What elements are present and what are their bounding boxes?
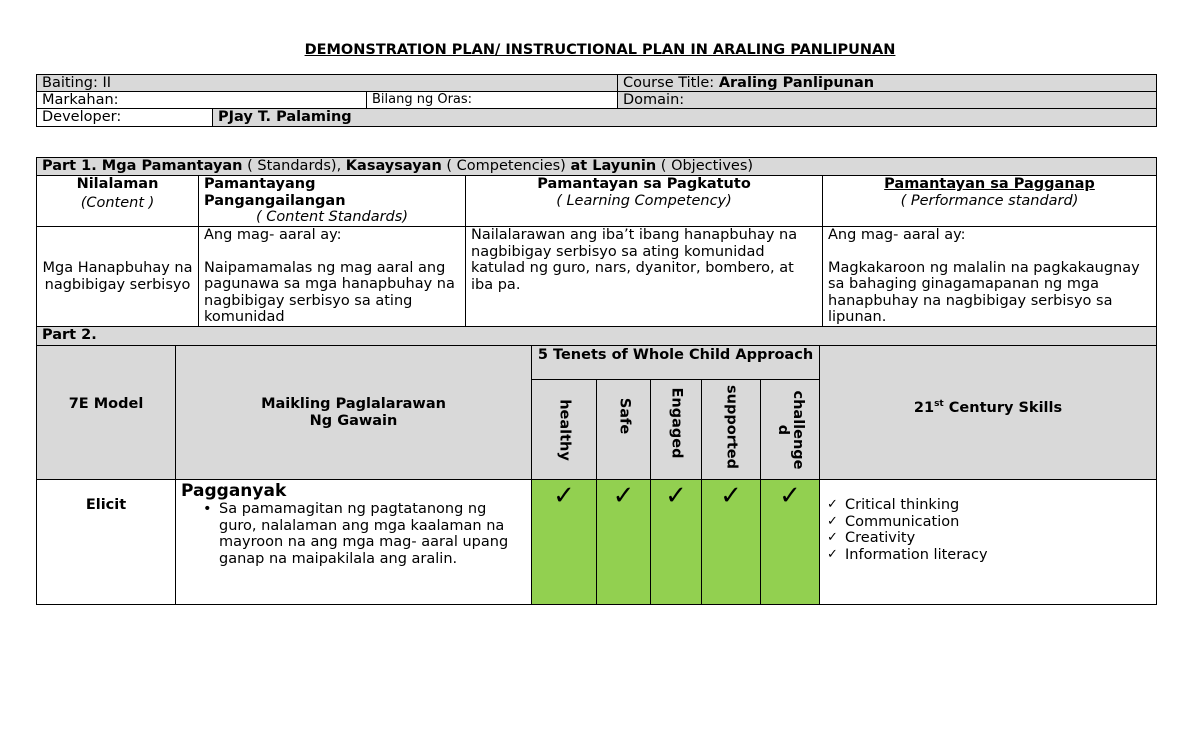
part1-heading-d: ( Competencies)	[441, 158, 571, 174]
skill-item	[825, 497, 1151, 514]
checkmark-icon: ✓	[827, 530, 838, 545]
check-icon: ✓	[612, 481, 635, 511]
performance-standard-intro: Ang mag- aaral ay:	[828, 227, 966, 243]
tenet-challenged-line-1: challenge	[790, 389, 806, 470]
tenets-title: 5 Tenets of Whole Child Approach	[537, 347, 814, 363]
course-title-label: Course Title:	[623, 75, 719, 91]
skills-title-sup: st	[934, 399, 944, 409]
pagkatuto-title: Pamantayan sa Pagkatuto	[537, 176, 751, 192]
performance-standard-body: Magkakaroon ng malalin na pagkakaugnay sa bahaging ginagamapanan ng mga hanapbuhay na nagbibigay serbisyo sa lipunan.	[828, 259, 1140, 325]
part1-heading-a: Part 1. Mga Pamantayan	[42, 158, 243, 174]
nilalaman-sub: (Content )	[80, 194, 155, 211]
tenet-supported-header	[702, 380, 761, 480]
course-title-value: Araling Panlipunan	[718, 75, 875, 91]
bullet-dot: •	[203, 501, 212, 517]
tenet-safe-header	[597, 380, 651, 480]
tenet-challenged-label	[775, 390, 805, 469]
part2-heading	[37, 327, 1156, 345]
pagganap-title: Pamantayan sa Pagganap	[884, 176, 1095, 192]
tenet-healthy-label: healthy	[556, 398, 573, 461]
tenet-challenged-line-2: d	[775, 424, 791, 435]
activity-bullet-list	[181, 501, 526, 567]
check-supported-cell	[702, 480, 761, 604]
markahan-cell	[37, 92, 367, 109]
check-icon: ✓	[720, 481, 742, 511]
col-nilalaman-header	[37, 176, 199, 227]
model-elicit-text: Elicit	[85, 497, 127, 513]
tenet-engaged-label: Engaged	[668, 387, 685, 459]
col-pamantayang-header	[199, 176, 466, 227]
bilang-ng-oras-cell	[367, 92, 618, 109]
check-engaged-cell	[651, 480, 702, 604]
learning-competency-cell	[466, 227, 823, 327]
content-standard-body: Naipamamalas ng mag aaral ang pagunawa sa mga hanapbuhay na nagbibigay serbisyo sa ating komunidad	[204, 259, 455, 325]
developer-value: PJay T. Palaming	[218, 109, 352, 125]
part2-heading-text: Part 2.	[42, 327, 97, 343]
markahan-label: Markahan:	[42, 92, 119, 108]
checkmark-icon: ✓	[827, 497, 838, 512]
part1-heading-c: Kasaysayan	[345, 158, 442, 174]
check-icon: ✓	[553, 481, 575, 511]
baiting-cell	[37, 75, 618, 92]
skill-communication: Communication	[845, 513, 960, 530]
pamantayang-title-2: Pangangailangan	[204, 192, 346, 209]
model-header-text: 7E Model	[68, 396, 144, 412]
part1-heading-b: ( Standards),	[242, 158, 346, 174]
pamantayang-sub: ( Content Standards)	[256, 209, 408, 225]
activity-title: Pagganyak	[181, 481, 287, 501]
nilalaman-title: Nilalaman	[76, 176, 159, 192]
col-pagganap-header	[823, 176, 1156, 227]
pagganap-sub: ( Performance standard)	[900, 192, 1079, 209]
part2-table	[36, 345, 1157, 605]
checkmark-icon: ✓	[827, 513, 838, 529]
check-icon: ✓	[779, 481, 801, 511]
col-7e-model-header	[37, 346, 176, 480]
performance-standard-cell	[823, 227, 1156, 327]
header-info-table	[36, 74, 1157, 127]
col-description-header	[176, 346, 532, 480]
developer-label-cell	[37, 109, 213, 126]
skills-list	[825, 497, 1151, 563]
tenets-header	[532, 346, 820, 380]
skills-header	[820, 346, 1156, 480]
document-title: DEMONSTRATION PLAN/ INSTRUCTIONAL PLAN IN ARALING PANLIPUNAN	[304, 42, 896, 58]
baiting-label: Baiting: II	[42, 75, 112, 91]
tenet-safe-label: Safe	[616, 397, 632, 434]
part1-heading-e: at Layunin	[570, 158, 657, 174]
checkmark-icon: ✓	[827, 546, 838, 562]
skill-critical-thinking: Critical thinking	[845, 497, 960, 513]
skill-item	[825, 530, 1151, 547]
activity-bullet-text: Sa pamamagitan ng pagtatanong ng guro, nalalaman ang mga kaalaman na mayroon na ang mga mag- aaral upang ganap na maipakilala ang aralin.	[219, 501, 509, 567]
content-text: Mga Hanapbuhay na nagbibigay serbisyo	[42, 260, 193, 293]
check-challenged-cell	[761, 480, 820, 604]
skill-information-literacy: Information literacy	[845, 546, 988, 563]
activity-cell	[176, 480, 532, 604]
check-icon: ✓	[665, 481, 687, 511]
skill-item	[825, 547, 1151, 564]
description-header-1: Maikling Paglalarawan	[261, 396, 446, 412]
model-elicit-cell	[37, 480, 176, 604]
part1-table	[36, 157, 1157, 346]
tenet-engaged-header	[651, 380, 702, 480]
tenet-challenged-header	[761, 380, 820, 480]
part1-heading-f: ( Objectives)	[656, 158, 754, 174]
developer-value-cell	[213, 109, 1156, 126]
pamantayang-title-1: Pamantayang	[204, 176, 316, 192]
skill-creativity: Creativity	[845, 530, 916, 546]
skills-title-post: Century Skills	[943, 399, 1063, 416]
col-pagkatuto-header	[466, 176, 823, 227]
part1-heading	[37, 158, 1156, 176]
tenet-healthy-header	[532, 380, 597, 480]
check-healthy-cell	[532, 480, 597, 604]
pagkatuto-sub: ( Learning Competency)	[556, 192, 732, 209]
developer-label: Developer:	[42, 109, 122, 125]
domain-label: Domain:	[623, 92, 685, 108]
tenet-supported-label: supported	[723, 384, 740, 469]
course-title-cell	[618, 75, 1156, 92]
check-safe-cell	[597, 480, 651, 604]
content-standard-intro: Ang mag- aaral ay:	[204, 227, 342, 243]
skills-cell	[820, 480, 1156, 604]
content-cell	[37, 227, 199, 327]
learning-competency-text: Nailalarawan ang iba’t ibang hanapbuhay na nagbibigay serbisyo sa ating komunidad katulad ng guro, nars, dyanitor, bombero, at iba pa.	[471, 227, 798, 293]
content-standard-cell	[199, 227, 466, 327]
activity-bullet-item	[199, 501, 526, 567]
skills-title-pre: 21	[913, 399, 935, 416]
skill-item	[825, 514, 1151, 531]
bilang-ng-oras-label: Bilang ng Oras:	[372, 92, 473, 107]
description-header-2: Ng Gawain	[309, 412, 398, 429]
domain-cell	[618, 92, 1156, 109]
